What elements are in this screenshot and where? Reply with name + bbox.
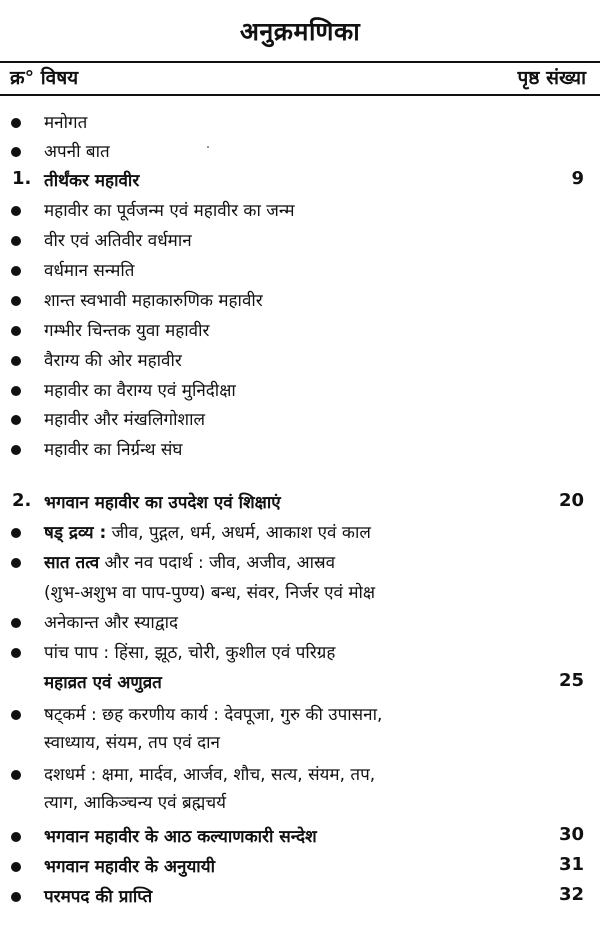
toc-entry-text: पांच पाप : हिंसा, झूठ, चोरी, कुशील एवं परिग्रह — [44, 643, 336, 663]
page-number: 20 — [558, 490, 584, 511]
bullet-icon — [11, 296, 21, 306]
bullet-icon — [11, 710, 21, 720]
toc-entry — [0, 728, 600, 756]
chapter-number: 2. — [12, 490, 32, 511]
bullet-icon — [11, 862, 21, 872]
bullet-icon — [11, 415, 21, 425]
toc-entry-text: महाव्रत एवं अणुव्रत — [44, 673, 162, 693]
toc-entry — [0, 852, 600, 880]
bullet-icon — [11, 356, 21, 366]
bullet-icon — [11, 832, 21, 842]
toc-entry-text: मनोगत — [44, 113, 88, 133]
toc-entry-text: त्याग, आकिञ्चन्य एवं ब्रह्मचर्य — [44, 793, 226, 813]
bullet-icon — [11, 118, 21, 128]
bullet-icon — [11, 445, 21, 455]
toc-entry-text: महावीर और मंखलिगोशाल — [44, 410, 206, 430]
toc-entry-text: भगवान महावीर का उपदेश एवं शिक्षाएं — [44, 493, 281, 513]
toc-entry-text: भगवान महावीर के आठ कल्याणकारी सन्देश — [44, 827, 317, 847]
toc-entry — [0, 518, 600, 546]
toc-entry-text: महावीर का वैराग्य एवं मुनिदीक्षा — [44, 381, 236, 401]
toc-entry-text: महावीर का निर्ग्रन्थ संघ — [44, 440, 183, 460]
page-number: 31 — [558, 854, 584, 875]
page-number: 25 — [558, 670, 584, 691]
toc-entry — [0, 668, 600, 696]
toc-entry-text: स्वाध्याय, संयम, तप एवं दान — [44, 733, 220, 753]
toc-entry-lead: षड् द्रव्य : — [44, 523, 107, 543]
chapter-number: 1. — [12, 168, 32, 189]
toc-entry — [0, 578, 600, 606]
toc-entry-text: (शुभ-अशुभ वा पाप-पुण्य) बन्ध, संवर, निर्जर एवं मोक्ष — [44, 583, 376, 603]
toc-entry-text: महावीर का पूर्वजन्म एवं महावीर का जन्म — [44, 201, 295, 221]
toc-entry-text — [44, 520, 371, 543]
toc-entry — [0, 608, 600, 636]
toc-entry — [0, 822, 600, 850]
bullet-icon — [11, 618, 21, 628]
toc-entry-text: परमपद की प्राप्ति — [44, 887, 153, 907]
toc-entry — [0, 256, 600, 284]
bullet-icon — [11, 648, 21, 658]
header-page-label: पृष्ठ संख्या — [517, 67, 586, 89]
bullet-icon — [11, 206, 21, 216]
toc-entry-lead: सात तत्व — [44, 553, 100, 573]
bullet-icon — [11, 386, 21, 396]
header-subject-label: क्र° विषय — [10, 67, 79, 89]
bullet-icon — [11, 892, 21, 902]
toc-entry — [0, 788, 600, 816]
bullet-icon — [11, 528, 21, 538]
toc-entry — [0, 638, 600, 666]
page-number: 32 — [558, 884, 584, 905]
toc-entry — [0, 882, 600, 910]
toc-entry — [0, 137, 600, 165]
toc-entry — [0, 700, 600, 728]
toc-entry-text: वैराग्य की ओर महावीर — [44, 351, 182, 371]
toc-entry — [0, 286, 600, 314]
bullet-icon — [11, 326, 21, 336]
toc-entry — [0, 226, 600, 254]
toc-entry — [0, 435, 600, 463]
header-top-rule — [0, 61, 600, 63]
toc-header — [0, 64, 600, 94]
toc-entry-text: भगवान महावीर के अनुयायी — [44, 857, 215, 877]
toc-entry-text: वीर एवं अतिवीर वर्धमान — [44, 231, 192, 251]
bullet-icon — [11, 266, 21, 276]
toc-entry-text: शान्त स्वभावी महाकारुणिक महावीर — [44, 291, 263, 311]
toc-entry-text: गम्भीर चिन्तक युवा महावीर — [44, 321, 210, 341]
toc-entry — [0, 405, 600, 433]
page-title: अनुक्रमणिका — [239, 17, 361, 46]
toc-entry — [0, 548, 600, 576]
toc-entry-text — [44, 550, 335, 573]
toc-entry — [0, 166, 600, 194]
bullet-icon — [11, 236, 21, 246]
toc-entry-rest: और नव पदार्थ : जीव, अजीव, आस्रव — [99, 553, 336, 573]
page-number: 9 — [571, 168, 584, 189]
toc-entry-text: अनेकान्त और स्याद्वाद — [44, 613, 179, 633]
toc-entry-text: तीर्थंकर महावीर — [44, 171, 140, 191]
toc-entry-rest: जीव, पुद्गल, धर्म, अधर्म, आकाश एवं काल — [106, 523, 371, 543]
toc-entry — [0, 346, 600, 374]
toc-entry-text: अपनी बात — [44, 142, 110, 162]
toc-entry — [0, 108, 600, 136]
bullet-icon — [11, 770, 21, 780]
toc-entry — [0, 196, 600, 224]
toc-entry-text: षट्कर्म : छह करणीय कार्य : देवपूजा, गुरु की उपासना, — [44, 705, 383, 725]
page-number: 30 — [558, 824, 584, 845]
bullet-icon — [11, 558, 21, 568]
toc-entry — [0, 760, 600, 788]
toc-entry — [0, 316, 600, 344]
header-bottom-rule — [0, 94, 600, 96]
toc-entry — [0, 376, 600, 404]
bullet-icon — [11, 147, 21, 157]
toc-entry-text: दशधर्म : क्षमा, मार्दव, आर्जव, शौच, सत्य, संयम, तप, — [44, 765, 376, 785]
toc-entry — [0, 488, 600, 516]
toc-entry-text: वर्धमान सन्मति — [44, 261, 135, 281]
